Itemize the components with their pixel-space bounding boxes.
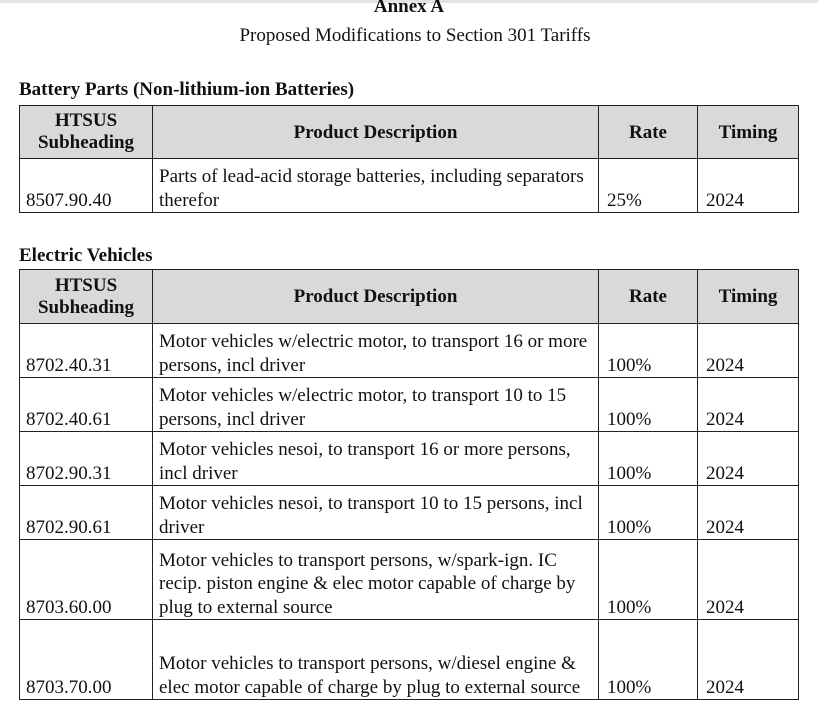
timing-cell: 2024	[698, 378, 799, 432]
hts-code-cell: 8702.90.31	[20, 432, 153, 486]
column-header-rate: Rate	[599, 270, 698, 324]
annex-title: Annex A	[373, 0, 445, 17]
table-row	[20, 620, 799, 700]
table-row	[20, 432, 799, 486]
column-header-htsus-subheading	[20, 270, 153, 324]
column-header-rate: Rate	[599, 106, 698, 159]
description-cell: Motor vehicles w/electric motor, to transport 16 or more persons, incl driver	[153, 324, 599, 378]
table-row	[20, 486, 799, 540]
hts-code-cell: 8507.90.40	[20, 159, 153, 213]
column-header-timing: Timing	[698, 270, 799, 324]
section-heading-electric-vehicles: Electric Vehicles	[19, 245, 153, 266]
table-row	[20, 540, 799, 620]
hts-code-cell: 8702.90.61	[20, 486, 153, 540]
description-cell: Motor vehicles nesoi, to transport 10 to 15 persons, incl driver	[153, 486, 599, 540]
table-row	[20, 378, 799, 432]
section-heading-battery-parts: Battery Parts (Non-lithium-ion Batteries)	[19, 79, 355, 100]
table-row	[20, 324, 799, 378]
timing-cell: 2024	[698, 159, 799, 213]
timing-cell: 2024	[698, 324, 799, 378]
description-cell: Parts of lead-acid storage batteries, including separators therefor	[153, 159, 599, 213]
table-header-row	[20, 270, 799, 324]
rate-cell: 25%	[599, 159, 698, 213]
column-header-subheading: Subheading	[37, 296, 135, 318]
hts-code-cell: 8703.70.00	[20, 620, 153, 700]
rate-cell: 100%	[599, 540, 698, 620]
timing-cell: 2024	[698, 432, 799, 486]
electric-vehicles-table	[19, 269, 799, 700]
column-header-product-description: Product Description	[153, 270, 599, 324]
description-cell: Motor vehicles to transport persons, w/diesel engine & elec motor capable of charge by plug to external source	[153, 620, 599, 700]
hts-code-cell: 8703.60.00	[20, 540, 153, 620]
description-cell: Motor vehicles to transport persons, w/spark-ign. IC recip. piston engine & elec motor capable of charge by plug to external source	[153, 540, 599, 620]
hts-code-cell: 8702.40.31	[20, 324, 153, 378]
rate-cell: 100%	[599, 486, 698, 540]
rate-cell: 100%	[599, 324, 698, 378]
timing-cell: 2024	[698, 486, 799, 540]
rate-cell: 100%	[599, 432, 698, 486]
table-row	[20, 159, 799, 213]
column-header-subheading: Subheading	[37, 132, 135, 153]
column-header-htsus-subheading	[20, 106, 153, 159]
column-header-product-description: Product Description	[153, 106, 599, 159]
annex-subtitle: Proposed Modifications to Section 301 Tariffs	[239, 25, 591, 46]
column-header-timing: Timing	[698, 106, 799, 159]
timing-cell: 2024	[698, 540, 799, 620]
timing-cell: 2024	[698, 620, 799, 700]
column-header-htsus: HTSUS	[54, 274, 118, 296]
description-cell: Motor vehicles w/electric motor, to transport 10 to 15 persons, incl driver	[153, 378, 599, 432]
rate-cell: 100%	[599, 378, 698, 432]
description-cell: Motor vehicles nesoi, to transport 16 or more persons, incl driver	[153, 432, 599, 486]
hts-code-cell: 8702.40.61	[20, 378, 153, 432]
battery-parts-table	[19, 105, 799, 213]
rate-cell: 100%	[599, 620, 698, 700]
column-header-htsus: HTSUS	[54, 110, 118, 131]
table-header-row	[20, 106, 799, 159]
